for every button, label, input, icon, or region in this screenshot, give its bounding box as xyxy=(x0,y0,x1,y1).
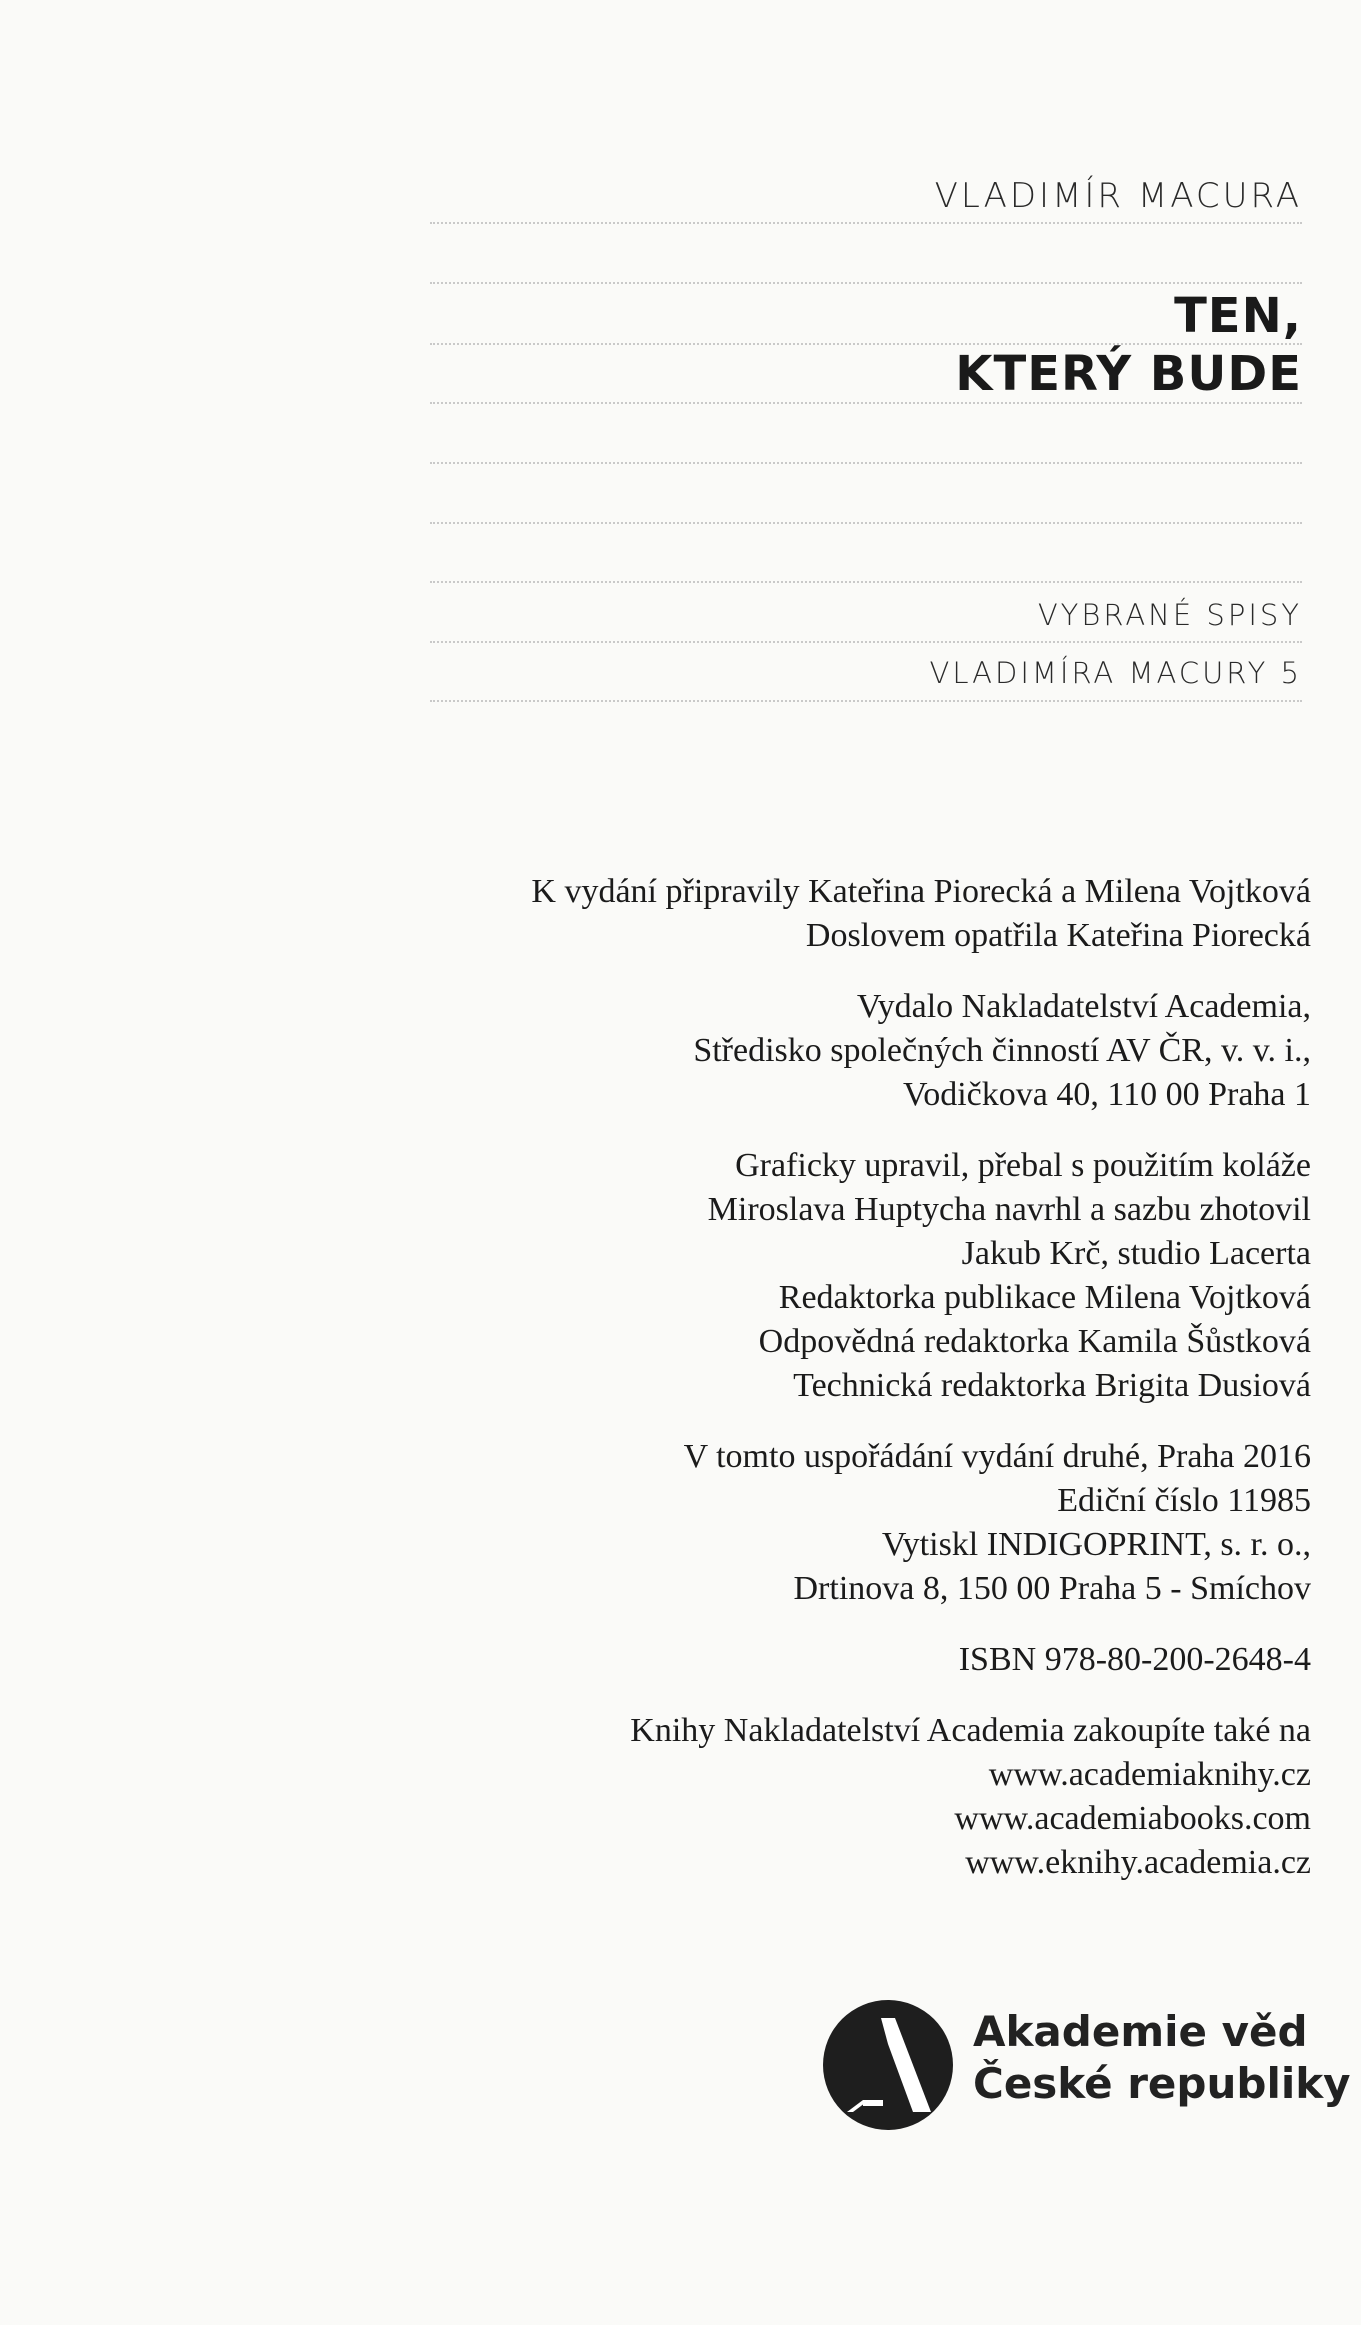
publisher-group xyxy=(311,985,1311,1117)
imprint-line: V tomto uspořádání vydání druhé, Praha 2016 xyxy=(683,1438,1311,1475)
editors-group xyxy=(311,870,1311,958)
book-title-line2: KTERÝ BUDE xyxy=(955,346,1302,402)
imprint-line: Odpovědná redaktorka Kamila Šůstková xyxy=(758,1323,1311,1360)
imprint-line: K vydání připravily Kateřina Piorecká a Milena Vojtková xyxy=(531,873,1311,910)
imprint-line: Doslovem opatřila Kateřina Piorecká xyxy=(805,917,1311,954)
logo-line1: Akademie věd xyxy=(973,2007,1308,2056)
shop-group xyxy=(311,1709,1311,1885)
dotted-rule xyxy=(430,700,1302,702)
dotted-rule xyxy=(430,343,1302,345)
dotted-rule xyxy=(430,282,1302,284)
imprint-block xyxy=(311,870,1311,1912)
edition-group xyxy=(311,1435,1311,1611)
imprint-line: Vydalo Nakladatelství Academia, xyxy=(856,988,1311,1025)
series-title-line2: VLADIMÍRA MACURY 5 xyxy=(929,656,1302,690)
imprint-line: Jakub Krč, studio Lacerta xyxy=(961,1235,1311,1272)
dotted-rule xyxy=(430,222,1302,224)
imprint-line: Graficky upravil, přebal s použitím koláže xyxy=(735,1147,1311,1184)
imprint-line: Drtinova 8, 150 00 Praha 5 - Smíchov xyxy=(793,1570,1311,1607)
website-link: www.academiaknihy.cz xyxy=(988,1756,1311,1793)
website-link: www.academiabooks.com xyxy=(954,1800,1311,1837)
credits-group xyxy=(311,1144,1311,1408)
imprint-line: Ediční číslo 11985 xyxy=(1057,1482,1311,1519)
imprint-line: Redaktorka publikace Milena Vojtková xyxy=(778,1279,1311,1316)
imprint-line: Miroslava Huptycha navrhl a sazbu zhotovil xyxy=(707,1191,1311,1228)
imprint-line: Technická redaktorka Brigita Dusiová xyxy=(793,1367,1311,1404)
website-link: www.eknihy.academia.cz xyxy=(965,1844,1311,1881)
logo-wordmark xyxy=(973,2006,1351,2110)
dotted-rule xyxy=(430,522,1302,524)
imprint-line: Knihy Nakladatelství Academia zakoupíte také na xyxy=(630,1712,1311,1749)
logo-line2: České republiky xyxy=(973,2059,1351,2108)
imprint-line: Středisko společných činností AV ČR, v. v. i., xyxy=(693,1032,1311,1069)
dotted-rule xyxy=(430,402,1302,404)
academia-a-logo-icon xyxy=(823,2000,953,2130)
academy-of-sciences-logo xyxy=(823,2000,1351,2136)
dotted-rule xyxy=(430,581,1302,583)
isbn: ISBN 978-80-200-2648-4 xyxy=(958,1641,1311,1678)
book-title-line1: TEN, xyxy=(1174,288,1302,344)
isbn-group xyxy=(311,1638,1311,1682)
dotted-rule xyxy=(430,462,1302,464)
imprint-line: Vytiskl INDIGOPRINT, s. r. o., xyxy=(881,1526,1311,1563)
author-name: VLADIMÍR MACURA xyxy=(934,176,1302,216)
imprint-line: Vodičkova 40, 110 00 Praha 1 xyxy=(903,1076,1311,1113)
series-title-line1: VYBRANÉ SPISY xyxy=(1037,598,1302,632)
dotted-rule xyxy=(430,641,1302,643)
